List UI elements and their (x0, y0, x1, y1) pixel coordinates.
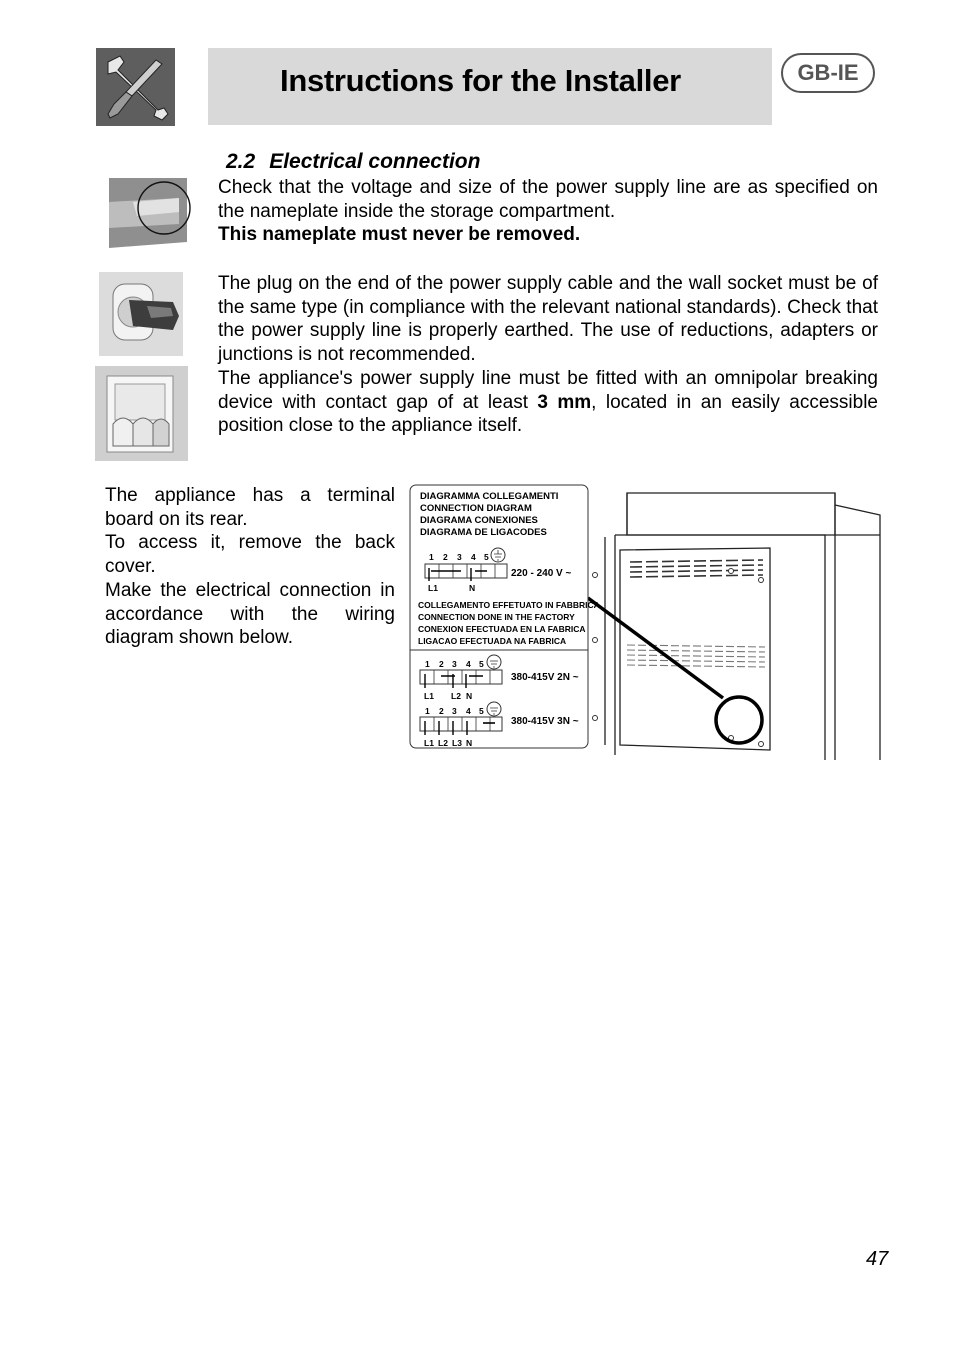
neutral-label: N (469, 583, 476, 593)
terminal-number: 1 (425, 659, 430, 669)
breaker-text-2: , located in an easily accessible position close to the appliance itself. (218, 391, 878, 437)
phase-l1-label: L1 (424, 691, 434, 701)
terminal-board-text: The appliance has a terminal board on its rear. (105, 485, 395, 530)
contact-gap-value: 3 mm (537, 391, 592, 413)
wiring-text: Make the electrical connection in accordance with the wiring diagram shown below. (105, 579, 395, 649)
terminal-number: 1 (425, 706, 430, 716)
paragraph-plug: The plug on the end of the power supply cable and the wall socket must be of the same type (in compliance with the relevant national standards). Check that the power supply line is properly earthed. The use of reductions, adapters or junctions is not recommended. (218, 273, 878, 366)
phase-l2-label: L2 (438, 738, 448, 748)
nameplate-text: Check that the voltage and size of the power supply line are as specified on the nameplate inside the storage compartment. (218, 177, 878, 222)
phase-l1-label: L1 (428, 583, 438, 593)
terminal-number: 2 (439, 659, 444, 669)
wiring-diagram (405, 480, 885, 765)
terminal-number: 4 (471, 552, 476, 562)
voltage-220-240: 220 - 240 V ~ (511, 568, 572, 579)
voltage-380-415-3n: 380-415V 3N ~ (511, 716, 579, 727)
back-cover-text: To access it, remove the back cover. (105, 532, 395, 578)
phase-l3-label: L3 (452, 738, 462, 748)
omnipolar-switch-image (95, 366, 188, 461)
language-badge: GB-IE (781, 53, 875, 93)
paragraph-breaker (218, 367, 878, 438)
factory-note-it: COLLEGAMENTO EFFETUATO IN FABBRICA (418, 600, 600, 610)
page-title: Instructions for the Installer (280, 63, 681, 98)
terminal-number: 5 (484, 552, 489, 562)
section-heading (226, 150, 480, 174)
neutral-label: N (466, 738, 473, 748)
terminal-number: 5 (479, 706, 484, 716)
plug-socket-image (99, 272, 183, 356)
terminal-number: 5 (479, 659, 484, 669)
terminal-number: 4 (466, 706, 471, 716)
phase-l1-label: L1 (424, 738, 434, 748)
terminal-number: 3 (452, 659, 457, 669)
terminal-number: 4 (466, 659, 471, 669)
nameplate-warning: This nameplate must never be removed. (218, 224, 581, 246)
paragraph-nameplate (218, 176, 878, 247)
page-number: 47 (866, 1248, 889, 1270)
terminal-number: 1 (429, 552, 434, 562)
neutral-label: N (466, 691, 473, 701)
factory-note-es: CONEXION EFECTUADA EN LA FABRICA (418, 624, 586, 634)
terminal-number: 2 (443, 552, 448, 562)
terminal-number: 3 (452, 706, 457, 716)
factory-note-pt: LIGACAO EFECTUADA NA FABRICA (418, 636, 567, 646)
phase-l2-label: L2 (451, 691, 461, 701)
terminal-number: 3 (457, 552, 462, 562)
tools-icon (96, 48, 175, 126)
voltage-380-415-2n: 380-415V 2N ~ (511, 672, 579, 683)
terminal-number: 2 (439, 706, 444, 716)
appliance-rear-illustration (605, 493, 880, 760)
breaker-text-1: The appliance's power supply line must be fitted with an omnipolar breaking device with contact gap of at least (218, 368, 878, 413)
diagram-heading-it: DIAGRAMMA COLLEGAMENTI (420, 491, 559, 502)
paragraph-terminal-board (105, 484, 395, 650)
section-number: 2.2 (226, 150, 256, 173)
diagram-heading-es: DIAGRAMA CONEXIONES (420, 515, 538, 526)
diagram-heading-pt: DIAGRAMA DE LIGACODES (420, 527, 547, 538)
diagram-heading-en: CONNECTION DIAGRAM (420, 503, 532, 514)
factory-note-en: CONNECTION DONE IN THE FACTORY (418, 612, 575, 622)
section-title: Electrical connection (269, 150, 481, 173)
storage-compartment-image (107, 172, 195, 250)
